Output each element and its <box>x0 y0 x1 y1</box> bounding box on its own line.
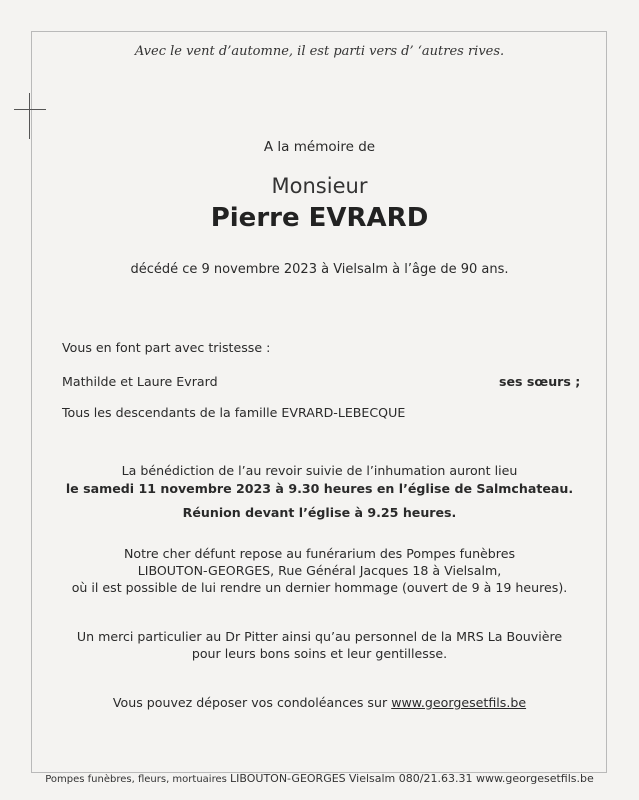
deceased-name: Pierre EVRARD <box>210 203 429 233</box>
thanks-line-1: Un merci particulier au Dr Pitter ainsi qu’au personnel de la MRS La Bouvière <box>76 629 563 644</box>
condolences <box>0 695 639 710</box>
condolences-link[interactable]: www.georgesetfils.be <box>391 695 527 710</box>
condolences-text: Vous pouvez déposer vos condoléances sur <box>112 695 388 710</box>
footer-services: Pompes funèbres, fleurs, mortuaires <box>45 774 227 785</box>
ceremony-line-2: le samedi 11 novembre 2023 à 9.30 heures en l’église de Salmchateau. <box>65 481 574 496</box>
thanks-line-2: pour leurs bons soins et leur gentillesse. <box>191 646 448 661</box>
cross-icon-bar <box>14 109 46 110</box>
memorial-title: Monsieur <box>271 174 368 198</box>
family-member-names: Mathilde et Laure Evrard <box>62 374 218 389</box>
funerarium-line-1: Notre cher défunt repose au funérarium des Pompes funèbres <box>123 546 516 561</box>
ceremony-meeting: Réunion devant l’église à 9.25 heures. <box>182 505 457 520</box>
memorial-intro: A la mémoire de <box>263 139 376 155</box>
footer-company: LIBOUTON-GEORGES <box>230 772 346 785</box>
family-member-relation: ses sœurs ; <box>499 374 581 389</box>
footer-contact: Vielsalm 080/21.63.31 www.georgesetfils.be <box>348 772 594 785</box>
death-notice: décédé ce 9 novembre 2023 à Vielsalm à l’âge de 90 ans. <box>130 262 509 277</box>
footer <box>0 772 639 785</box>
cross-icon <box>29 93 30 139</box>
epigraph: Avec le vent d’automne, il est parti vers d’ ‘autres rives. <box>134 44 505 59</box>
funerarium-line-3: où il est possible de lui rendre un dernier hommage (ouvert de 9 à 19 heures). <box>71 580 568 595</box>
ceremony-line-1: La bénédiction de l’au revoir suivie de l’inhumation auront lieu <box>121 463 518 478</box>
announcement-intro: Vous en font part avec tristesse : <box>62 340 271 355</box>
funerarium-line-2: LIBOUTON-GEORGES, Rue Général Jacques 18 à Vielsalm, <box>137 563 502 578</box>
family-descendants: Tous les descendants de la famille EVRARD-LEBECQUE <box>62 405 406 420</box>
